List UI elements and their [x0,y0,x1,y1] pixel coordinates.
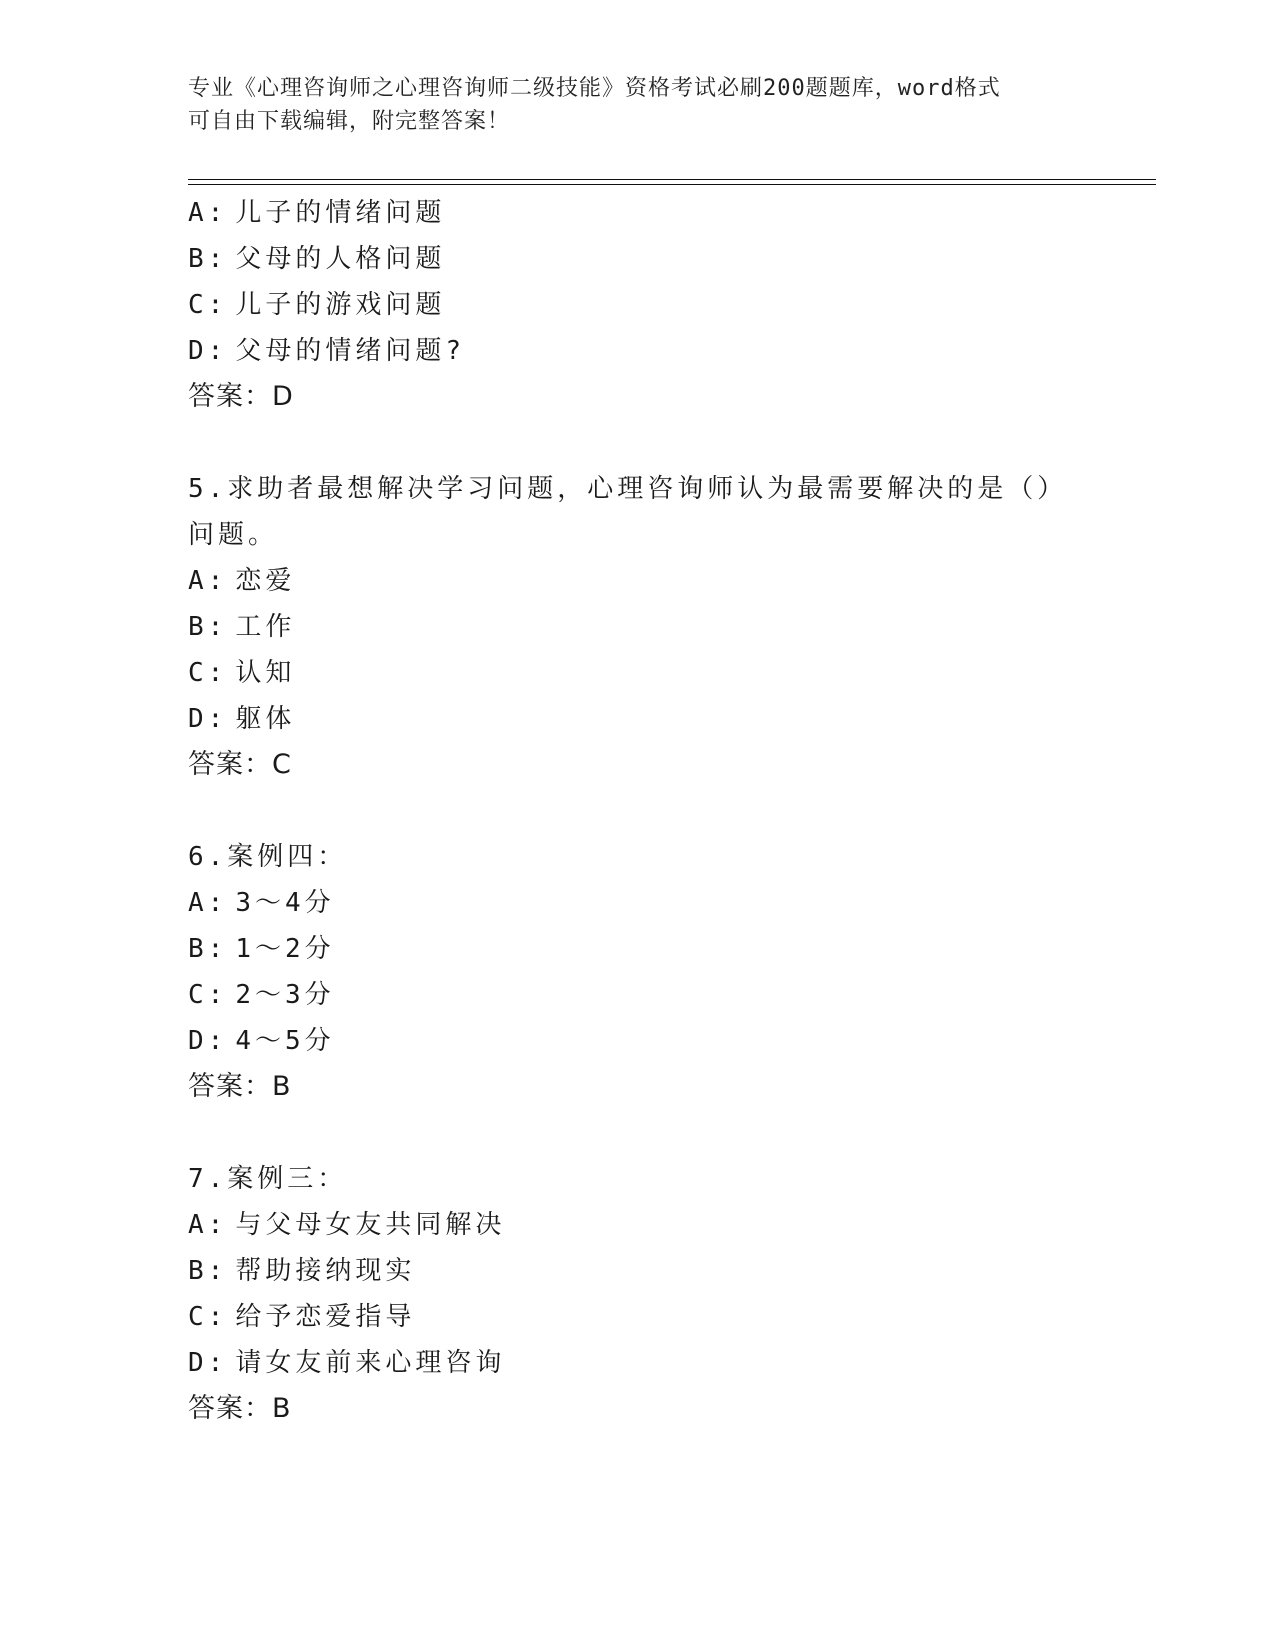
option-c: C: 给予恋爱指导 [188,1302,416,1332]
question-stem: 7.案例三： [188,1164,348,1194]
spacer [188,1110,1088,1156]
option-d: D: 父母的情绪问题? [188,336,465,366]
header-rule-bottom [188,184,1156,185]
question-block-7 [188,1156,1088,1432]
header-line-1: 专业《心理咨询师之心理咨询师二级技能》资格考试必刷200题题库，word格式 [188,76,1001,101]
option-c: C: 2～3分 [188,980,335,1010]
question-list [188,190,1088,1432]
spacer [188,788,1088,834]
option-a: A: 与父母女友共同解决 [188,1210,506,1240]
option-a: A: 儿子的情绪问题 [188,198,446,228]
question-stem: 5.求助者最想解决学习问题，心理咨询师认为最需要解决的是（）问题。 [188,474,1068,550]
option-d: D: 4～5分 [188,1026,335,1056]
answer-line: 答案：B [188,1393,292,1424]
header-line-2: 可自由下载编辑，附完整答案！ [188,109,511,134]
answer-line: 答案：B [188,1071,292,1102]
document-header [188,72,1088,138]
question-block-5 [188,466,1088,788]
option-b: B: 1～2分 [188,934,335,964]
spacer [188,420,1088,466]
option-c: C: 认知 [188,658,296,688]
option-d: D: 请女友前来心理咨询 [188,1348,506,1378]
option-b: B: 帮助接纳现实 [188,1256,416,1286]
question-stem: 6.案例四： [188,842,348,872]
question-block-4 [188,190,1088,420]
question-block-6 [188,834,1088,1110]
option-a: A: 恋爱 [188,566,296,596]
option-b: B: 工作 [188,612,296,642]
answer-line: 答案：D [188,381,294,412]
header-rule-top [188,179,1156,180]
option-a: A: 3～4分 [188,888,335,918]
answer-line: 答案：C [188,749,292,780]
option-b: B: 父母的人格问题 [188,244,446,274]
option-c: C: 儿子的游戏问题 [188,290,446,320]
option-d: D: 躯体 [188,704,296,734]
